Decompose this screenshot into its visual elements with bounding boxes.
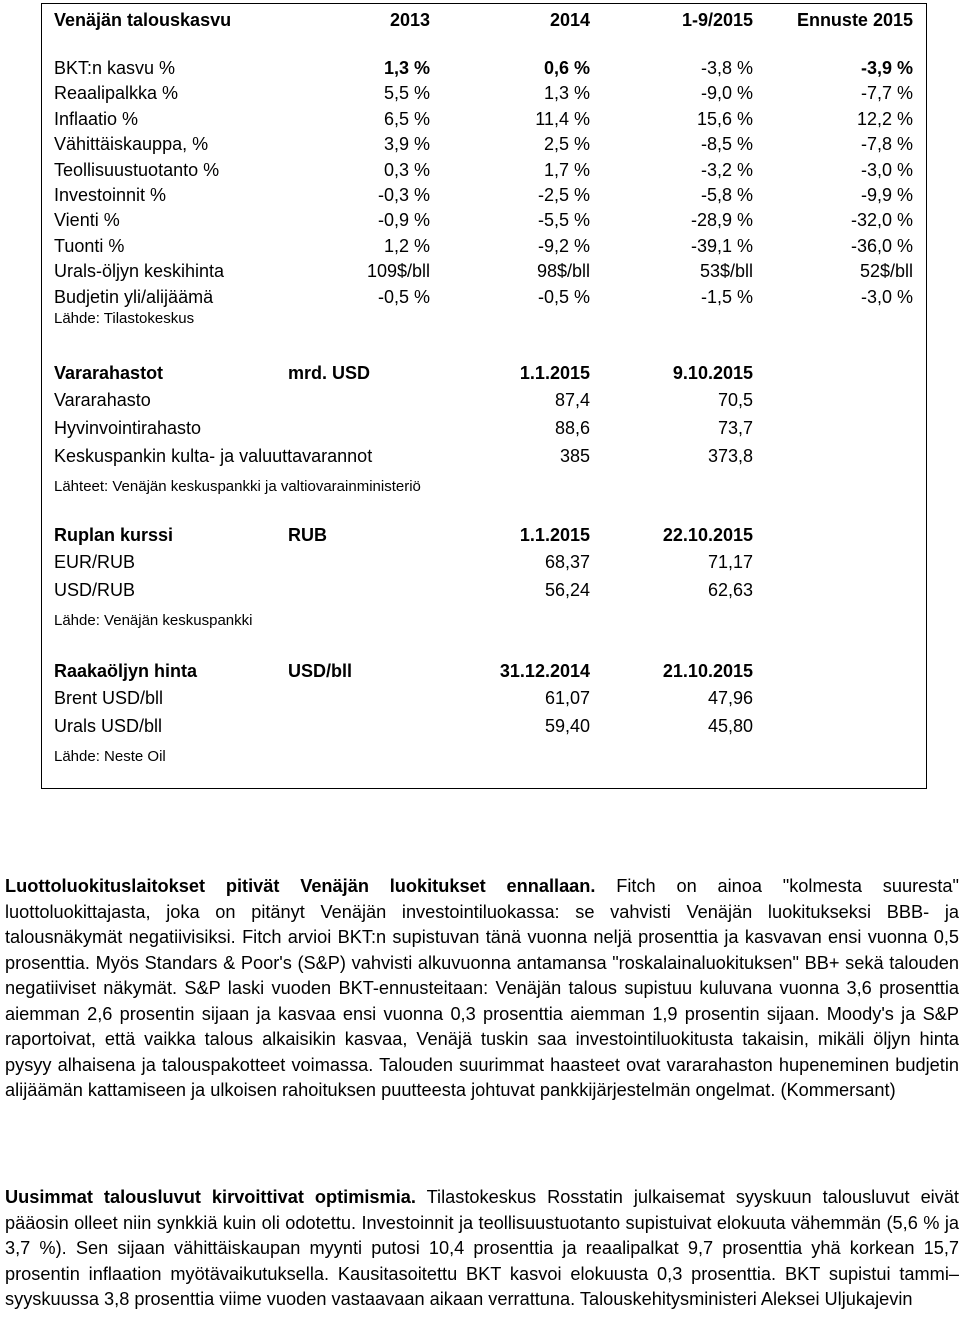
growth-cell: 109$/bll — [366, 261, 430, 282]
growth-cell: 0,3 % — [383, 159, 430, 180]
growth-cell: 0,6 % — [543, 58, 590, 78]
reserves-header-title: Vararahastot — [54, 363, 164, 383]
growth-cell: 5,5 % — [383, 83, 430, 104]
oil-header-unit: USD/bll — [288, 661, 353, 681]
growth-cell: -36,0 % — [850, 235, 913, 256]
reserves-header-unit: mrd. USD — [288, 363, 371, 383]
reserves-cell: 385 — [559, 446, 590, 466]
rouble-source: Lähde: Venäjän keskuspankki — [54, 612, 253, 629]
growth-cell: 1,7 % — [543, 159, 590, 180]
reserves-cell: 73,7 — [717, 418, 753, 438]
oil-header-date2: 21.10.2015 — [662, 661, 753, 681]
growth-row-label: Inflaatio % — [54, 108, 139, 129]
paragraph-ratings — [5, 874, 959, 1104]
growth-cell: -3,8 % — [700, 58, 753, 78]
reserves-row-label: Hyvinvointirahasto — [54, 418, 202, 438]
reserves-cell: 70,5 — [717, 390, 753, 410]
growth-cell: -0,9 % — [377, 210, 430, 231]
growth-cell: 52$/bll — [859, 261, 913, 282]
oil-header-title: Raakaöljyn hinta — [54, 661, 198, 681]
oil-header-date1: 31.12.2014 — [499, 661, 590, 681]
paragraph-figures-lead: Uusimmat talousluvut kirvoittivat optimismia. — [5, 1187, 416, 1207]
growth-header-col: 2013 — [389, 10, 430, 30]
growth-cell: -0,5 % — [377, 286, 430, 307]
rouble-header-date1: 1.1.2015 — [519, 525, 590, 545]
reserves-row-label: Keskuspankin kulta- ja valuuttavarannot — [54, 446, 373, 466]
growth-cell: -7,8 % — [860, 134, 913, 155]
rouble-header-unit: RUB — [288, 525, 327, 545]
oil-cell: 61,07 — [544, 688, 590, 708]
growth-cell: -5,5 % — [537, 210, 590, 231]
rouble-cell: 62,63 — [707, 580, 753, 600]
growth-row-label: Urals-öljyn keskihinta — [54, 261, 225, 282]
reserves-cell: 88,6 — [554, 418, 590, 438]
growth-cell: -9,2 % — [537, 235, 590, 256]
growth-cell: -0,3 % — [377, 185, 430, 205]
growth-header-col: Ennuste 2015 — [796, 10, 913, 30]
oil-row-label: Urals USD/bll — [54, 716, 163, 736]
growth-row-label: Vähittäiskauppa, % — [54, 134, 209, 155]
rouble-cell: 56,24 — [544, 580, 590, 600]
growth-cell: -3,2 % — [700, 159, 753, 180]
reserves-row-label: Vararahasto — [54, 390, 151, 410]
paragraph-figures — [5, 1185, 959, 1313]
reserves-cell: 87,4 — [554, 390, 590, 410]
growth-cell: -0,5 % — [537, 286, 590, 307]
rouble-cell: 71,17 — [707, 552, 753, 572]
growth-cell: 3,9 % — [383, 134, 430, 155]
growth-cell: 6,5 % — [383, 108, 430, 129]
oil-cell: 59,40 — [544, 716, 590, 736]
growth-header-col: 1-9/2015 — [681, 10, 753, 30]
oil-row-label: Brent USD/bll — [54, 688, 164, 708]
rouble-cell: 68,37 — [544, 552, 590, 572]
growth-cell: -9,9 % — [860, 185, 913, 205]
growth-header-col: 2014 — [549, 10, 590, 30]
growth-cell: -3,0 % — [860, 159, 913, 180]
rouble-row-label: USD/RUB — [54, 580, 136, 600]
growth-cell: 15,6 % — [696, 108, 753, 129]
growth-cell: -28,9 % — [690, 210, 753, 231]
growth-cell: -5,8 % — [700, 185, 753, 205]
growth-cell: -3,0 % — [860, 286, 913, 307]
growth-row-label: BKT:n kasvu % — [54, 58, 176, 78]
paragraph-ratings-lead: Luottoluokituslaitokset pitivät Venäjän luokitukset ennallaan. — [5, 876, 596, 896]
reserves-cell: 373,8 — [707, 446, 753, 466]
rouble-header-title: Ruplan kurssi — [54, 525, 174, 545]
growth-cell: -9,0 % — [700, 83, 753, 104]
growth-cell: 1,2 % — [383, 235, 430, 256]
reserves-source: Lähteet: Venäjän keskuspankki ja valtiovarainministeriö — [54, 478, 421, 495]
growth-cell: 1,3 % — [543, 83, 590, 104]
growth-cell: -3,9 % — [860, 58, 913, 78]
growth-cell: 2,5 % — [543, 134, 590, 155]
reserves-header-date1: 1.1.2015 — [519, 363, 590, 383]
oil-cell: 45,80 — [707, 716, 753, 736]
growth-cell: -7,7 % — [860, 83, 913, 104]
growth-cell: 53$/bll — [699, 261, 753, 282]
growth-cell: 1,3 % — [383, 58, 430, 78]
growth-row-label: Investoinnit % — [54, 185, 167, 205]
growth-cell: -1,5 % — [700, 286, 753, 307]
oil-source: Lähde: Neste Oil — [54, 748, 166, 765]
growth-row-label: Reaalipalkka % — [54, 83, 179, 104]
growth-cell: 12,2 % — [856, 108, 913, 129]
growth-source: Lähde: Tilastokeskus — [54, 310, 195, 327]
oil-cell: 47,96 — [707, 688, 753, 708]
growth-cell: -39,1 % — [690, 235, 753, 256]
rouble-row-label: EUR/RUB — [54, 552, 136, 572]
growth-row-label: Tuonti % — [54, 235, 125, 256]
paragraph-figures-body: Tilastokeskus Rosstatin julkaisemat syyskuun talousluvut eivät pääosin olleet niin synkkiä kuin oli odotettu. Investoinnit ja teollisuustuotanto supistuivat elokuuta vähemmän (5,6 % ja 3,7 %). Sen sijaan vähittäiskaupan myynti putosi 10,4 prosenttia ja reaalipalkat 9,7 prosenttia yhä korkean 15,7 prosentin inflaation myötävaikutuksella. Kausitasoitettu BKT kasvoi elokuusta 0,3 prosenttia. BKT supistui tammi–syyskuussa 3,8 prosenttia viime vuoden vastaavaan aikaan verrattuna. Talouskehitysministeri Aleksei Uljukajevin — [5, 1187, 959, 1309]
rouble-header-date2: 22.10.2015 — [662, 525, 753, 545]
growth-row-label: Budjetin yli/alijäämä — [54, 286, 214, 307]
growth-row-label: Vienti % — [54, 210, 120, 231]
growth-header-title: Venäjän talouskasvu — [54, 10, 232, 30]
growth-cell: 98$/bll — [536, 261, 590, 282]
growth-row-label: Teollisuustuotanto % — [54, 159, 220, 180]
paragraph-ratings-body: Fitch on ainoa "kolmesta suuresta" luottoluokittajasta, joka on pitänyt Venäjän investointiluokassa: se vahvisti Venäjän luokitukseksi BBB- ja talousnäkymät negatiivisiksi. Fitch arvioi BKT:n supistuvan tänä vuonna neljä prosenttia ja kasvavan ensi vuonna 0,5 prosenttia. Myös Standars & Poor's (S&P) vahvisti alkuvuonna antamansa "roskalainaluokituksen" BB+ sekä talouden negatiiviset näkymät. S&P laski vuoden BKT-ennusteitaan: Venäjän talous supistuu kuluvana vuonna 3,6 prosenttia aiemman 2,6 prosentin sijaan ja kasvaa ensi vuonna 0,3 prosenttia aiemman 1,9 prosentin sijaan. Moody's ja S&P raportoivat, että vaikka talous alkaisikin kasvaa, Venäjä tuskin saa investointiluokitusta takaisin, mikäli öljyn hinta pysyy alhaisena ja talouspakotteet voimassa. Talouden suurimmat haasteet ovat vararahaston hupeneminen budjetin alijäämän kattamiseen ja ulkoisen rahoituksen puutteesta johtuvat pankkijärjestelmän ongelmat. (Kommersant) — [5, 876, 959, 1100]
growth-cell: -32,0 % — [850, 210, 913, 231]
growth-cell: -8,5 % — [700, 134, 753, 155]
growth-cell: -2,5 % — [537, 185, 590, 205]
growth-cell: 11,4 % — [535, 108, 590, 129]
reserves-header-date2: 9.10.2015 — [672, 363, 753, 383]
